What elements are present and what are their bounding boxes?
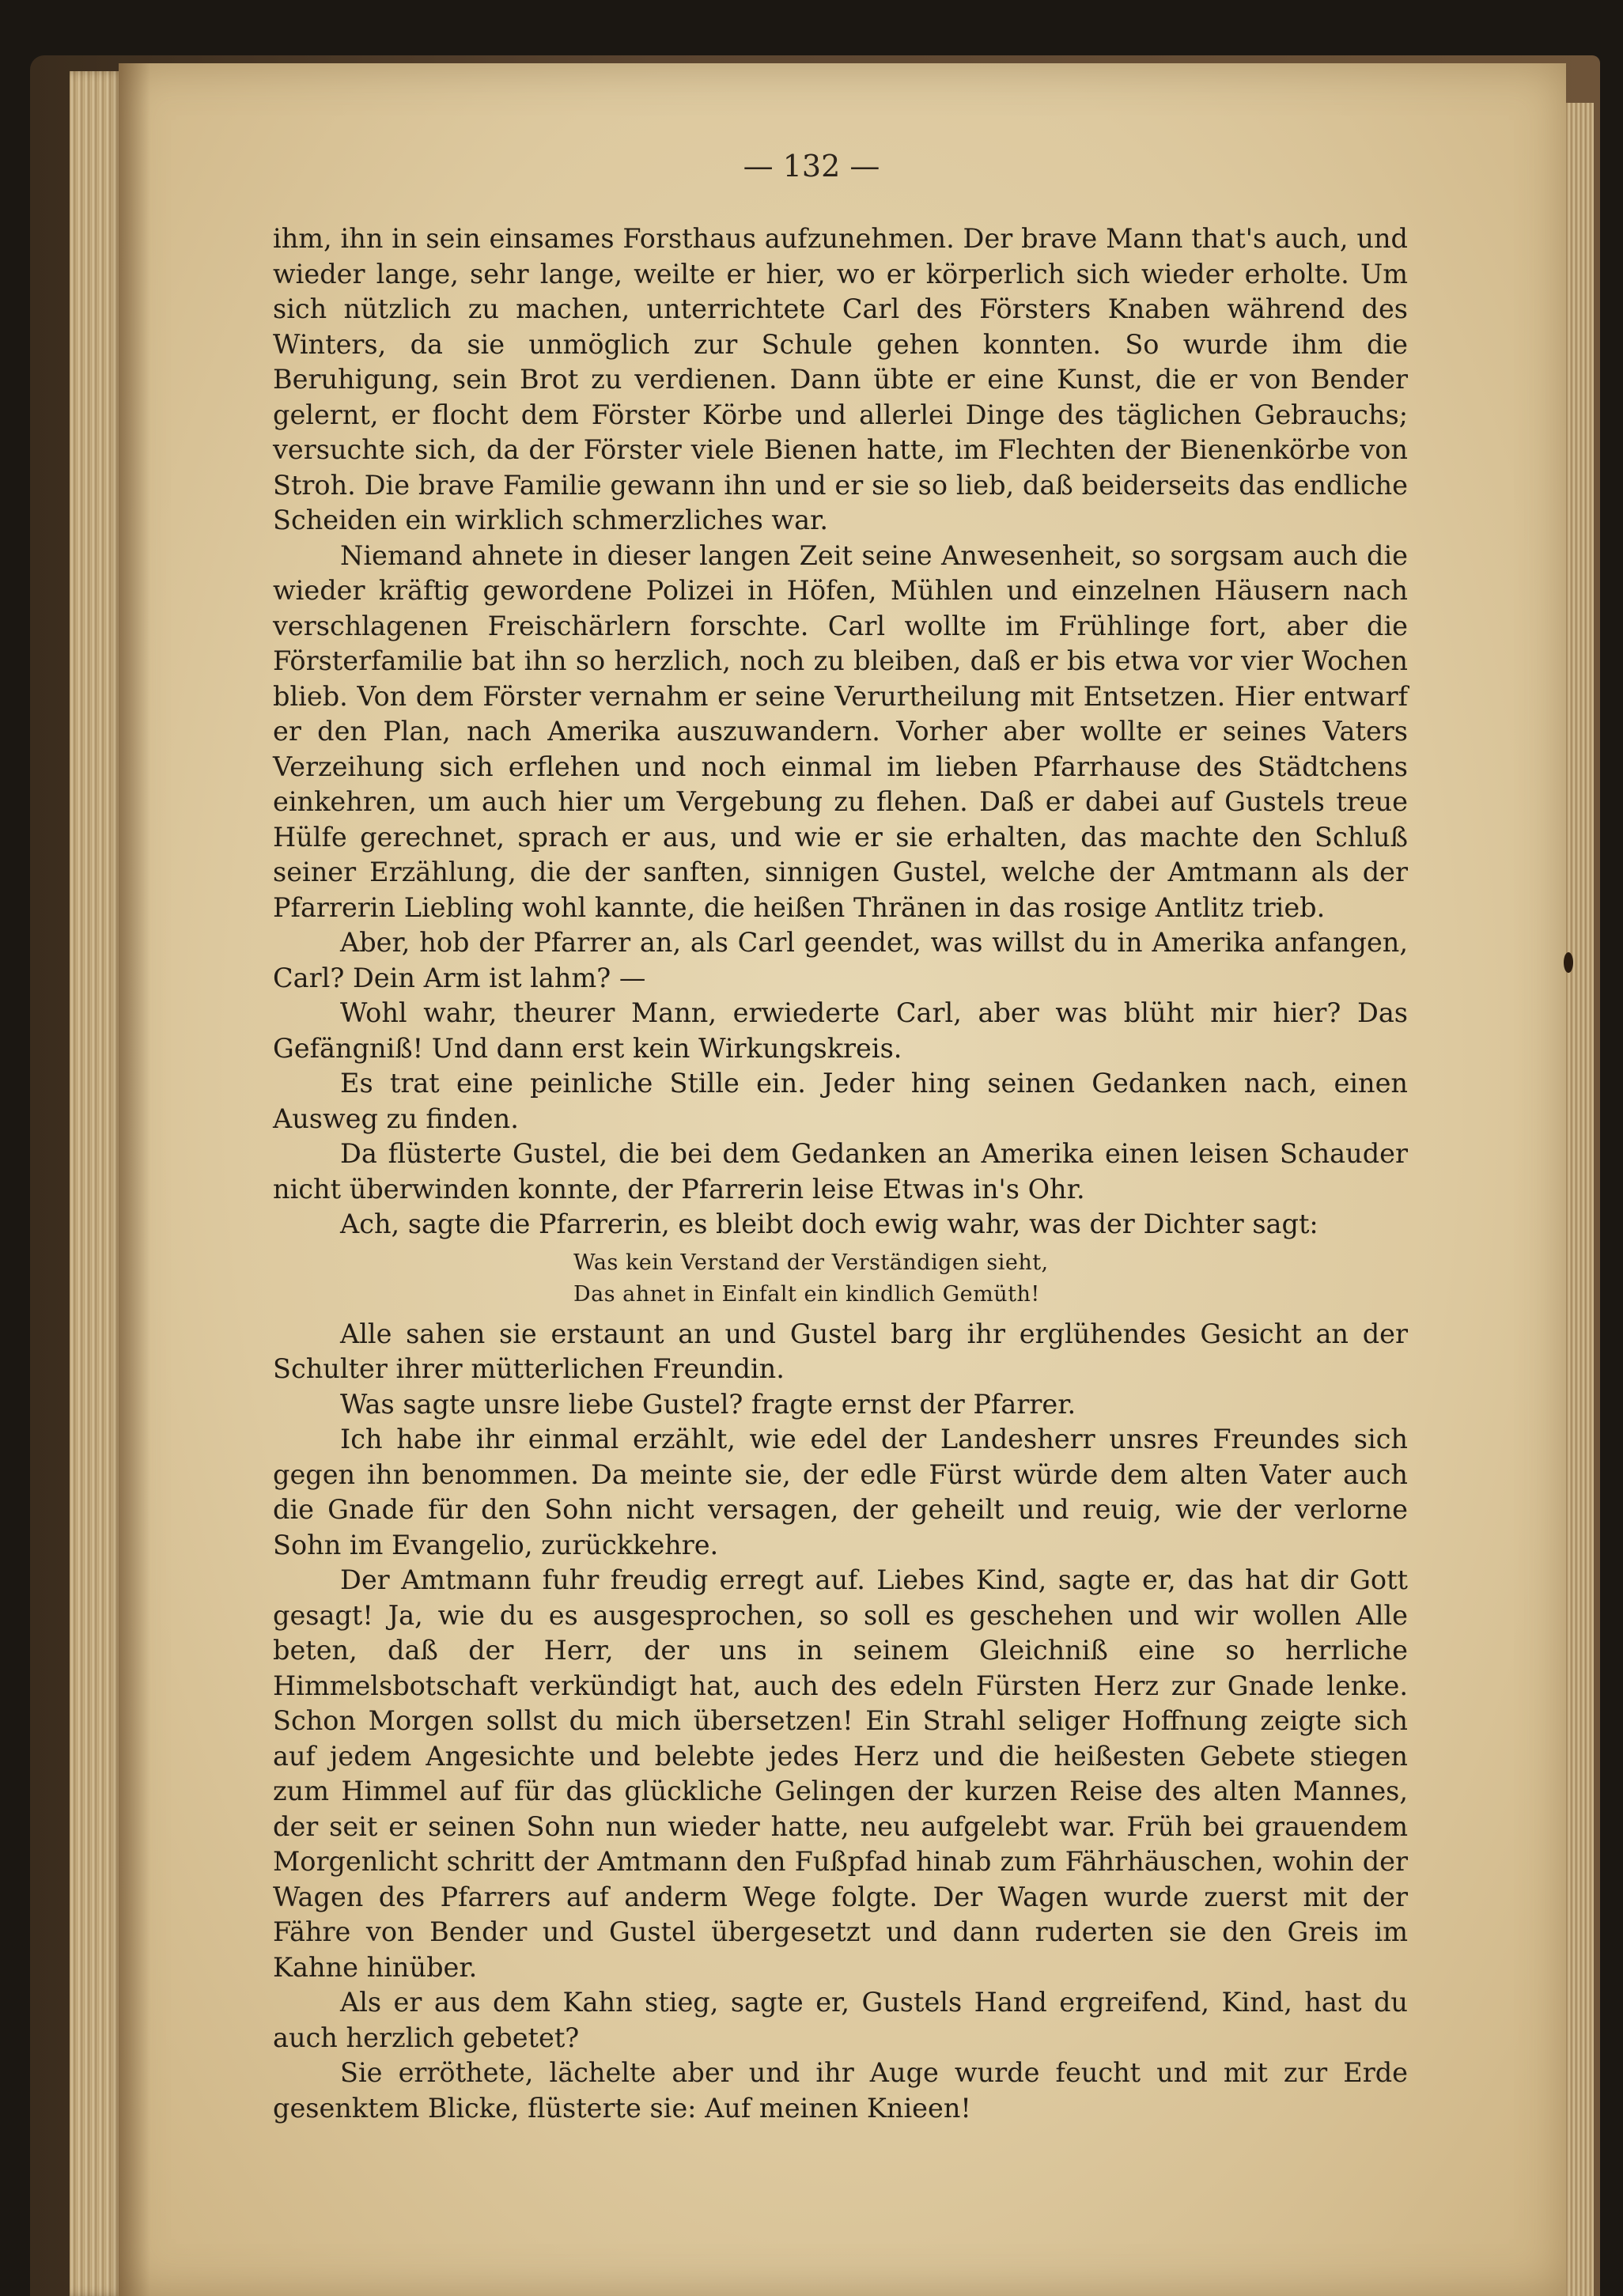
paragraph: Sie erröthete, lächelte aber und ihr Auge wurde feucht und mit zur Erde gesenktem Blicke, flüsterte sie: Auf meinen Knieen! [273,2057,1408,2124]
page-edges-right [1562,103,1594,2296]
paragraph: ihm, ihn in sein einsames Forsthaus aufzunehmen. Der brave Mann that's auch, und wieder lange, sehr lange, weilte er hier, wo er körperlich sich wieder erholte. Um sich nützlich zu machen, unterrichtete Carl des Försters Knaben während des Winters, da sie unmöglich zur Schule gehen konnten. So wurde ihm die Beruhigung, sein Brot zu verdienen. Dann übte er eine Kunst, die er von Bender gelernt, er flocht dem Förster Körbe und allerlei Dinge des täglichen Gebrauchs; versuchte sich, da der Förster viele Bienen hatte, im Flechten der Bienenkörbe von Stroh. Die brave Familie gewann ihn und er sie so lieb, daß beiderseits das endliche Scheiden ein wirklich schmerzliches war. [273,223,1408,535]
page-body [273,221,1408,2126]
paragraph: Der Amtmann fuhr freudig erregt auf. Liebes Kind, sagte er, das hat dir Gott gesagt! Ja, wie du es ausgesprochen, so soll es geschehen und wir wollen Alle beten, daß der Herr, der uns in seinem Gleichniß eine so herrliche Himmelsbotschaft verkündigt hat, auch des edeln Fürsten Herz zur Gnade lenke. Schon Morgen sollst du mich übersetzen! Ein Strahl seliger Hoffnung zeigte sich auf jedem Angesichte und belebte jedes Herz und die heißesten Gebete stiegen zum Himmel auf für das glückliche Gelingen der kurzen Reise des alten Mannes, der seit er seinen Sohn nun wieder hatte, neu aufgelebt war. Früh bei grauendem Morgenlicht schritt der Amtmann den Fußpfad hinab zum Fährhäuschen, wohin der Wagen des Pfarrers auf anderm Wege folgte. Der Wagen wurde zuerst mit der Fähre von Bender und Gustel übergesetzt und dann ruderten sie den Greis im Kahne hinüber. [273,1564,1408,1983]
paragraph: Aber, hob der Pfarrer an, als Carl geendet, was willst du in Amerika anfangen, Carl? Dein Arm ist lahm? — [273,927,1408,993]
paragraph: Da flüsterte Gustel, die bei dem Gedanken an Amerika einen leisen Schauder nicht überwinden konnte, der Pfarrerin leise Etwas in's Ohr. [273,1138,1408,1205]
paragraph: Niemand ahnete in dieser langen Zeit seine Anwesenheit, so sorgsam auch die wieder kräftig gewordene Polizei in Höfen, Mühlen und einzelnen Häusern nach verschlagenen Freischärlern forschte. Carl wollte im Frühlinge fort, aber die Försterfamilie bat ihn so herzlich, noch zu bleiben, daß er bis etwa vor vier Wochen blieb. Von dem Förster vernahm er seine Verurtheilung mit Entsetzen. Hier entwarf er den Plan, nach Amerika auszuwandern. Vorher aber wollte er seines Vaters Verzeihung sich erflehen und noch einmal im lieben Pfarrhause des Städtchens einkehren, um auch hier um Vergebung zu flehen. Daß er dabei auf Gustels treue Hülfe gerechnet, sprach er aus, und wie er sie erhalten, das machte den Schluß seiner Erzählung, die der sanften, sinnigen Gustel, welche der Amtmann als der Pfarrerin Liebling wohl kannte, die heißen Thränen in das rosige Antlitz trieb. [273,539,1408,923]
paragraph: Es trat eine peinliche Stille ein. Jeder hing seinen Gedanken nach, einen Ausweg zu finden. [273,1068,1408,1134]
verse-quote [573,1247,1408,1311]
ink-stain [1564,952,1573,973]
paragraph: Alle sahen sie erstaunt an und Gustel barg ihr erglühendes Gesicht an der Schulter ihrer mütterlichen Freundin. [273,1318,1408,1384]
paragraph: Ich habe ihr einmal erzählt, wie edel der Landesherr unsres Freundes sich gegen ihn benommen. Da meinte sie, der edle Fürst würde dem alten Vater auch die Gnade für den Sohn nicht versagen, der geheilt und reuig, wie der verlorne Sohn im Evangelio, zurückkehre. [273,1424,1408,1560]
paragraph: Als er aus dem Kahn stieg, sagte er, Gustels Hand ergreifend, Kind, hast du auch herzlich gebetet? [273,1987,1408,2053]
paragraph: Was sagte unsre liebe Gustel? fragte ernst der Pfarrer. [340,1388,1076,1420]
page-gutter [119,63,150,2296]
page-number: — 132 — [743,149,880,183]
verse-line: Das ahnet in Einfalt ein kindlich Gemüth! [573,1281,1040,1307]
paragraph: Ach, sagte die Pfarrerin, es bleibt doch ewig wahr, was der Dichter sagt: [340,1209,1318,1239]
paragraph: Wohl wahr, theurer Mann, erwiederte Carl, aber was blüht mir hier? Das Gefängniß! Und dann erst kein Wirkungskreis. [273,997,1408,1064]
page-edges-left [70,71,125,2296]
verse-line: Was kein Verstand der Verständigen sieht, [573,1250,1049,1275]
